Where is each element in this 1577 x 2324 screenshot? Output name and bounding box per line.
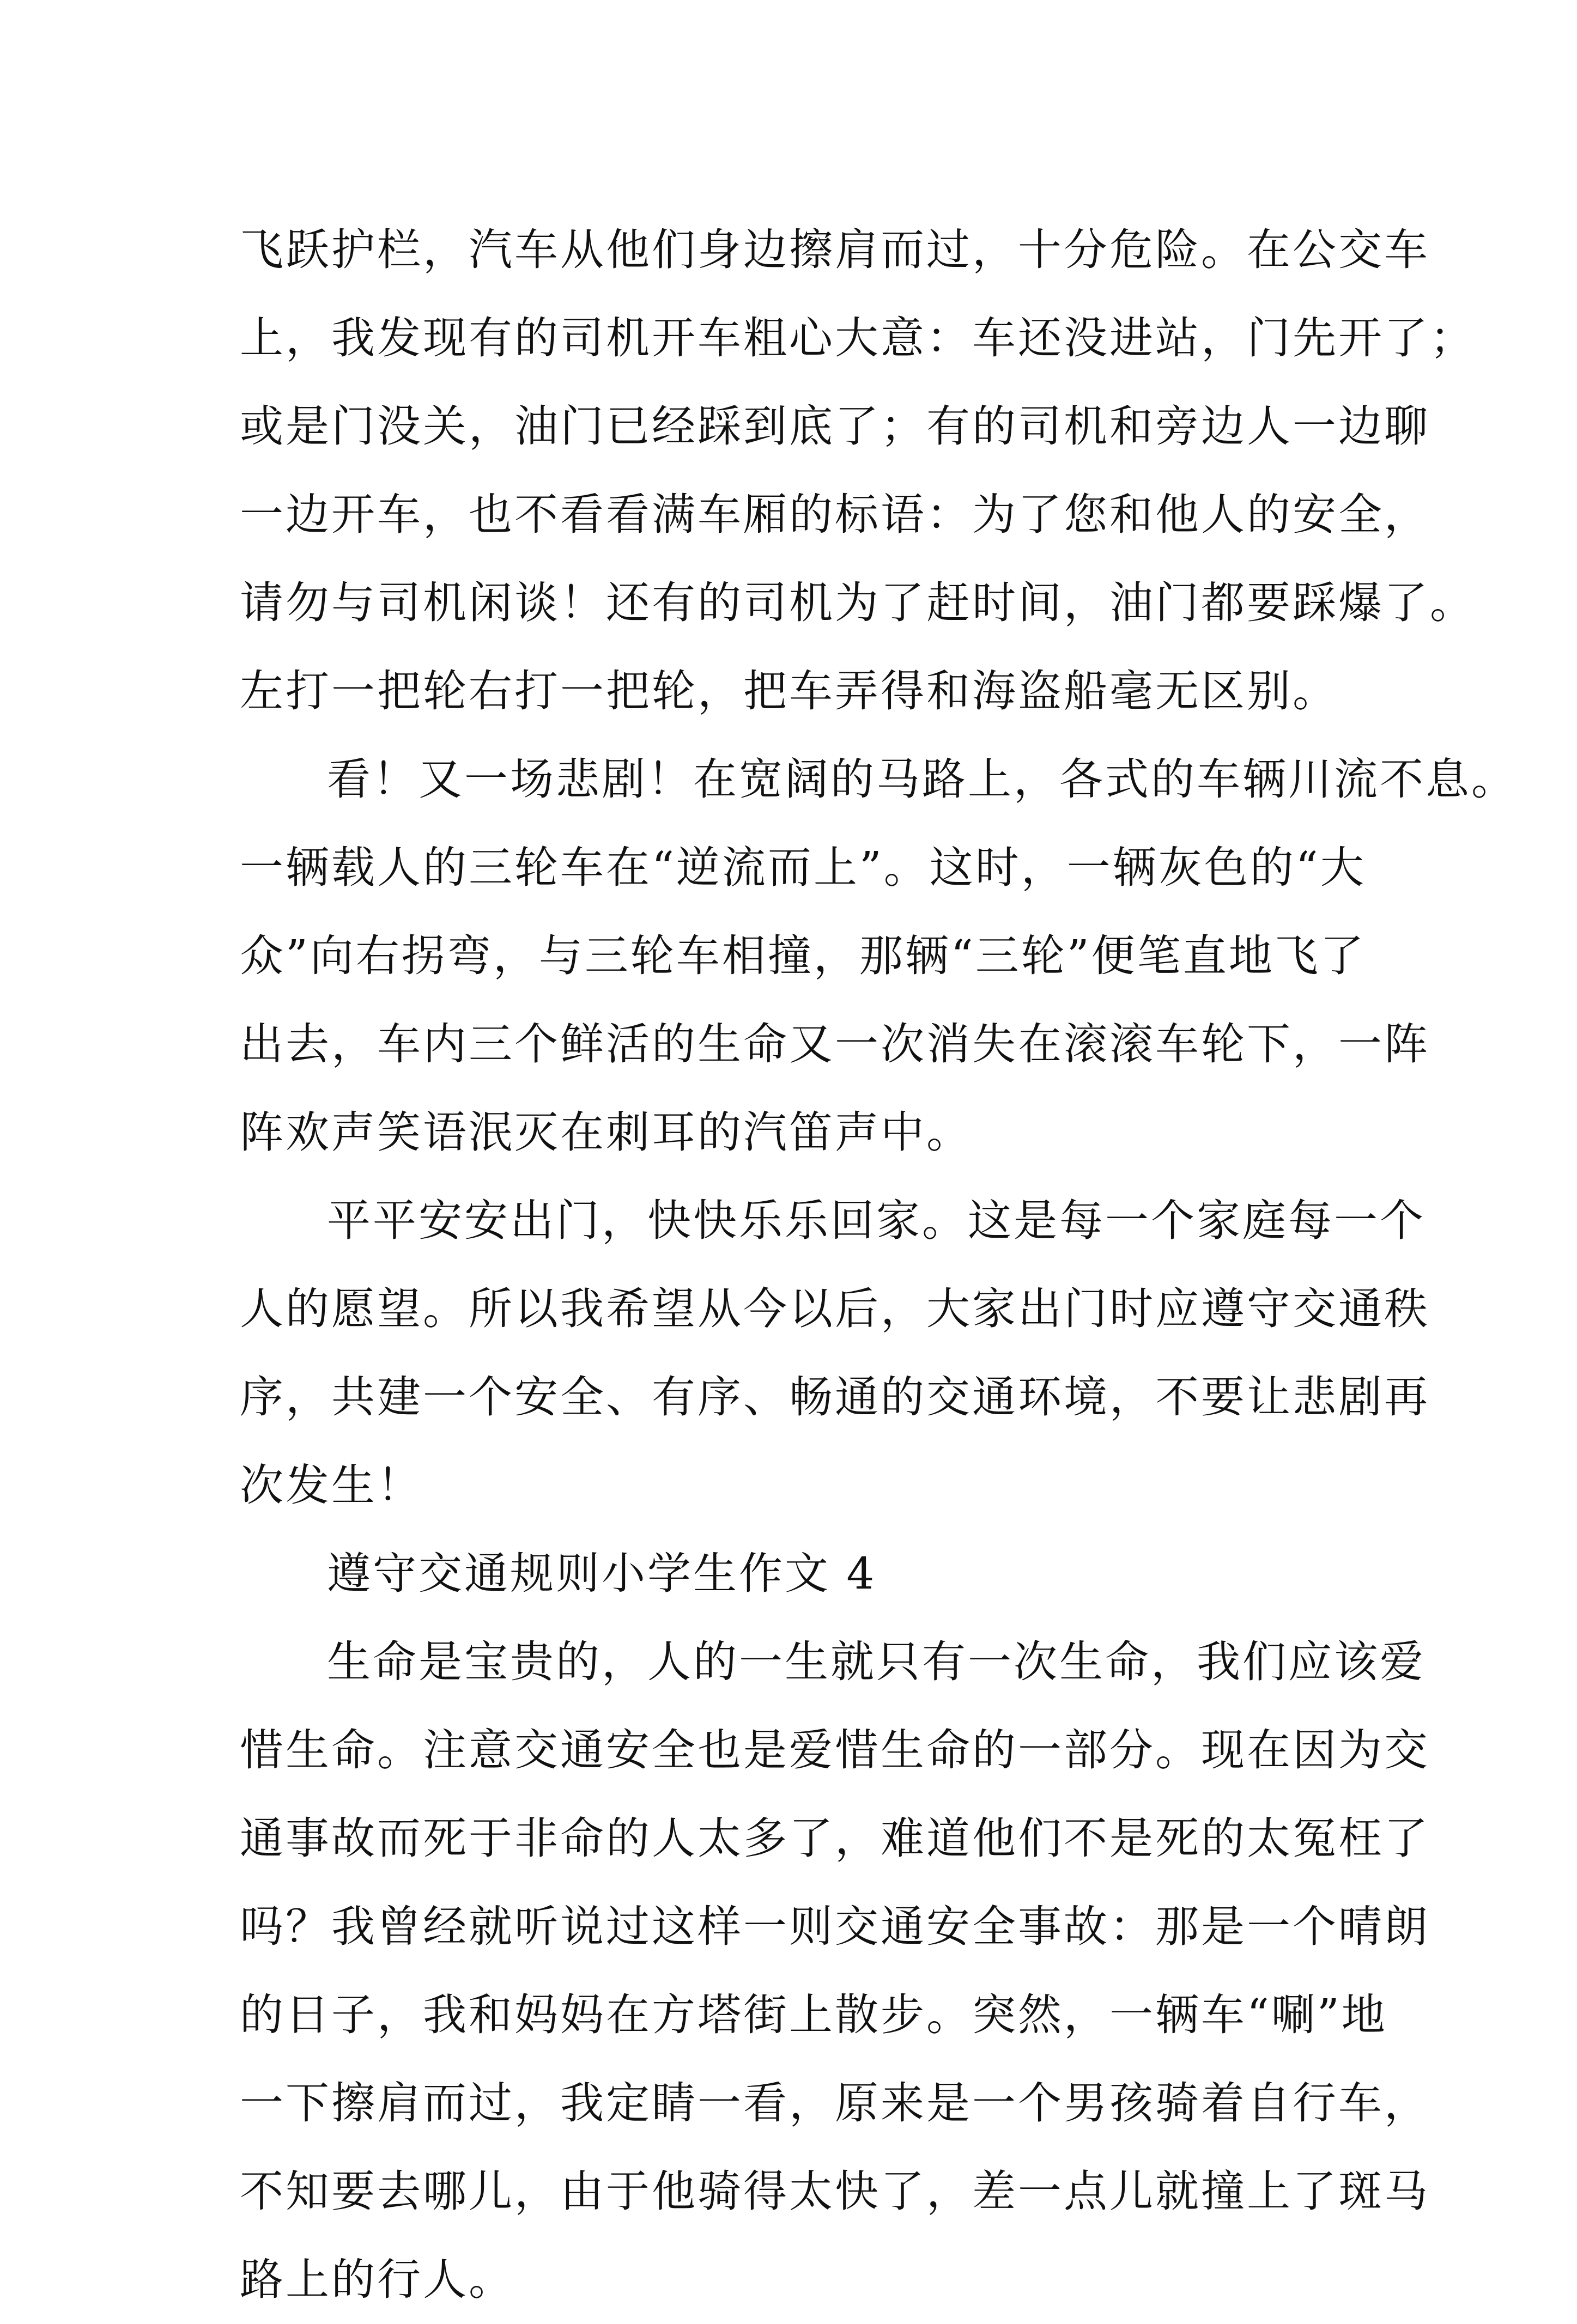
paragraph-line: 上，我发现有的司机开车粗心大意：车还没进站，门先开了； — [240, 313, 1476, 363]
paragraph-1 — [240, 206, 1476, 735]
paragraph-line: 生命是宝贵的，人的一生就只有一次生命，我们应该爱 — [327, 1636, 1426, 1687]
paragraph-line: 不知要去哪儿，由于他骑得太快了，差一点儿就撞上了斑马 — [240, 2166, 1430, 2217]
paragraph-4 — [240, 1618, 1430, 2324]
paragraph-line: 通事故而死于非命的人太多了，难道他们不是死的太冤枉了 — [240, 1813, 1430, 1864]
paragraph-line: 看！又一场悲剧！在宽阔的马路上，各式的车辆川流不息。 — [327, 754, 1517, 805]
paragraph-line: 众”向右拐弯，与三轮车相撞，那辆“三轮”便笔直地飞了 — [240, 930, 1366, 981]
paragraph-line: 左打一把轮右打一把轮，把车弄得和海盗船毫无区别。 — [240, 666, 1338, 716]
paragraph-line: 序，共建一个安全、有序、畅通的交通环境，不要让悲剧再 — [240, 1372, 1430, 1422]
heading-text: 遵守交通规则小学生作文 4 — [327, 1548, 877, 1599]
paragraph-line: 飞跃护栏，汽车从他们身边擦肩而过，十分危险。在公交车 — [240, 224, 1430, 275]
paragraph-2 — [240, 735, 1517, 1177]
section-heading — [240, 1530, 1351, 1618]
paragraph-line: 吗？我曾经就听说过这样一则交通安全事故：那是一个晴朗 — [240, 1901, 1430, 1952]
paragraph-line: 人的愿望。所以我希望从今以后，大家出门时应遵守交通秩 — [240, 1283, 1430, 1334]
paragraph-line: 次发生！ — [240, 1460, 423, 1511]
paragraph-line: 一边开车，也不看看满车厢的标语：为了您和他人的安全， — [240, 489, 1430, 540]
paragraph-line: 一下擦肩而过，我定睛一看，原来是一个男孩骑着自行车， — [240, 2078, 1430, 2128]
paragraph-line: 路上的行人。 — [240, 2254, 514, 2305]
paragraph-line: 或是门没关，油门已经踩到底了；有的司机和旁边人一边聊 — [240, 401, 1430, 452]
document-page — [240, 206, 1517, 2324]
paragraph-line: 的日子，我和妈妈在方塔街上散步。突然，一辆车“唰”地 — [240, 1990, 1387, 2040]
paragraph-line: 平平安安出门，快快乐乐回家。这是每一个家庭每一个 — [327, 1195, 1426, 1246]
paragraph-line: 惜生命。注意交通安全也是爱惜生命的一部分。现在因为交 — [240, 1725, 1430, 1775]
paragraph-3 — [240, 1177, 1430, 1530]
paragraph-line: 一辆载人的三轮车在“逆流而上”。这时，一辆灰色的“大 — [240, 842, 1366, 893]
paragraph-line: 出去，车内三个鲜活的生命又一次消失在滚滚车轮下，一阵 — [240, 1019, 1430, 1069]
paragraph-line: 阵欢声笑语泯灭在刺耳的汽笛声中。 — [240, 1107, 972, 1158]
paragraph-line: 请勿与司机闲谈！还有的司机为了赶时间，油门都要踩爆了。 — [240, 577, 1476, 628]
